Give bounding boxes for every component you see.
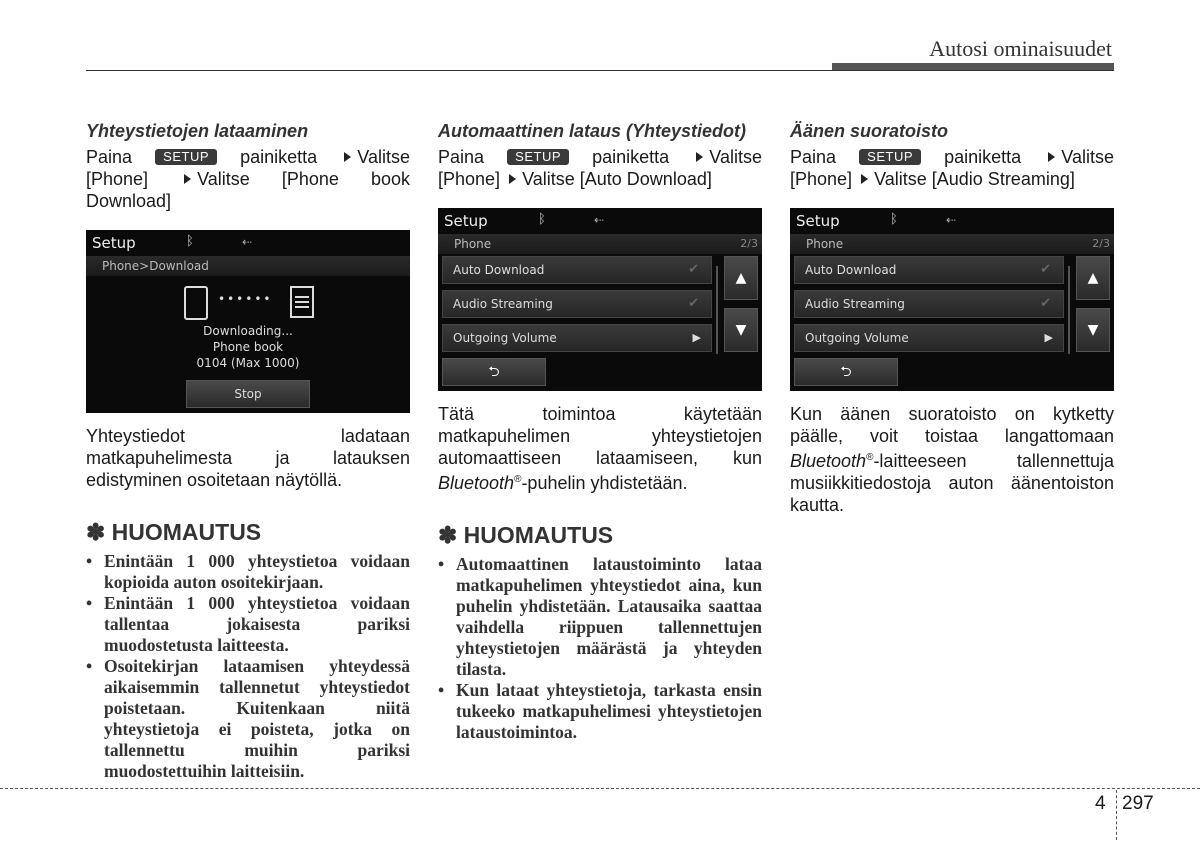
instr-text: Valitse [Audio Streaming] [874,169,1075,189]
instruction [86,146,410,212]
arrow-right-icon [1048,152,1055,162]
column-3 [790,120,1114,516]
scroll-down-button[interactable]: ▼ [724,308,758,352]
screen-title: Setup [92,234,136,252]
usb-icon: ⇠ [594,213,605,227]
setup-badge: SETUP [155,149,217,165]
description [790,403,1114,516]
description [438,403,762,494]
phone-settings-screen [438,208,762,391]
instr-text: Paina [86,147,133,167]
setup-badge: SETUP [507,149,569,165]
para-text: Kun äänen suoratoisto on kytketty päälle, voit toistaa langattomaan [790,404,1114,446]
menu-item-outgoing-volume[interactable] [794,324,1064,352]
menu-item-audio-streaming[interactable] [442,290,712,318]
header-rule [86,70,1114,71]
check-icon: ✔ [1040,262,1051,277]
chapter-number: 4 [1095,793,1106,814]
check-icon: ✔ [688,296,699,311]
column-1 [86,120,410,782]
scroll-track [1068,266,1070,354]
instr-text: Paina [438,147,485,167]
instr-text: Valitse [Phone] [790,147,1114,189]
note-heading: ✽ HUOMAUTUS [86,519,262,545]
usb-icon: ⇠ [946,213,957,227]
progress-dots: •••••• [218,292,273,306]
page-indicator: 2/3 [1092,237,1110,250]
menu-item-outgoing-volume[interactable] [442,324,712,352]
back-button[interactable] [442,358,546,386]
running-header: Autosi ominaisuudet [929,36,1112,61]
instr-text: Paina [790,147,837,167]
menu-label: Auto Download [453,263,545,277]
section-heading: Yhteystietojen lataaminen [86,121,309,141]
note-item: • Kun lataat yhteystietoja, tarkasta ensin tukeeko matkapuhelimesi yhteystietojen lataustoimintoa. [438,680,762,743]
menu-item-auto-download[interactable] [794,256,1064,284]
note-item: • Enintään 1 000 yhteystietoa voidaan kopioida auton osoitekirjaan. [86,551,410,593]
instr-text: painiketta [944,147,1022,167]
page-indicator: 2/3 [740,237,758,250]
play-arrow-icon: ▶ [1044,331,1053,344]
screen-title: Setup [444,212,488,230]
column-2 [438,120,762,743]
menu-label: Outgoing Volume [805,331,909,345]
scroll-up-button[interactable]: ▲ [1076,256,1110,300]
menu-item-auto-download[interactable] [442,256,712,284]
menu-label: Audio Streaming [453,297,553,311]
para-brand: Bluetooth [790,451,867,471]
instr-text: painiketta [592,147,670,167]
note-heading: ✽ HUOMAUTUS [438,522,614,548]
para-text: -puhelin yhdistetään. [521,473,688,493]
registered-mark: ® [866,452,874,463]
scroll-down-button[interactable]: ▼ [1076,308,1110,352]
download-screen [86,230,410,413]
menu-label: Outgoing Volume [453,331,557,345]
section-heading: Automaattinen lataus (Yhteystiedot) [438,121,747,141]
phone-icon [184,286,208,320]
instr-text: Valitse [Phone book Download] [86,169,410,211]
footer-divider [1116,790,1117,840]
scroll-track [716,266,718,354]
phone-settings-screen [790,208,1114,391]
stop-button[interactable]: Stop [186,380,310,408]
para-text: Tätä toimintoa käytetään matkapuhelimen yhteystietojen automaattiseen lataamiseen, kun [438,404,762,468]
arrow-right-icon [696,152,703,162]
screen-subtitle: Phone [790,234,1114,254]
menu-label: Auto Download [805,263,897,277]
bluetooth-icon: ᛒ [890,212,898,227]
para-brand: Bluetooth [438,473,515,493]
para-text: -laitteeseen tallennettuja musiikkitiedostoja auton äänentoiston kautta. [790,451,1114,515]
status-line: Phone book [212,340,284,354]
usb-icon: ⇠ [242,235,253,249]
instruction [438,146,762,190]
arrow-right-icon [184,174,191,184]
instr-text: Valitse [Auto Download] [522,169,712,189]
scroll-up-button[interactable]: ▲ [724,256,758,300]
instr-text: painiketta [240,147,318,167]
instr-text: Valitse [Phone] [438,147,762,189]
registered-mark: ® [514,474,522,485]
status-line: 0104 (Max 1000) [196,356,300,370]
note-box [438,522,762,743]
instruction [790,146,1114,190]
screen-title: Setup [796,212,840,230]
menu-label: Audio Streaming [805,297,905,311]
arrow-right-icon [344,152,351,162]
status-line: Downloading... [203,324,293,338]
bluetooth-icon: ᛒ [186,234,194,249]
document-icon [290,286,314,318]
instr-text: Valitse [Phone] [86,147,410,189]
check-icon: ✔ [688,262,699,277]
note-item: • Enintään 1 000 yhteystietoa voidaan tallentaa jokaisesta pariksi muodostetusta laitteesta. [86,593,410,656]
play-arrow-icon: ▶ [692,331,701,344]
page-number: 297 [1122,793,1154,814]
back-button[interactable] [794,358,898,386]
arrow-right-icon [509,174,516,184]
note-list [438,554,762,743]
note-item: • Osoitekirjan lataamisen yhteydessä aikaisemmin tallennetut yhteystiedot poistetaan. Kuitenkaan niitä yhteystietoja ei poisteta, jotka on tallennettu muihin pariksi muodostettuihin laitteisiin. [86,656,410,782]
bluetooth-icon: ᛒ [538,212,546,227]
menu-item-audio-streaming[interactable] [794,290,1064,318]
note-list [86,551,410,782]
note-item: • Automaattinen lataustoiminto lataa matkapuhelimen yhteystiedot aina, kun puhelin yhdistetään. Latausaika saattaa vaihdella riippuen tallennettujen yhteystietojen määrästä ja yhteyden tilasta. [438,554,762,680]
back-arrow-icon: ⮌ [840,364,852,380]
screen-subtitle: Phone [438,234,762,254]
arrow-right-icon [861,174,868,184]
footer-rule [0,788,1200,789]
back-arrow-icon: ⮌ [488,364,500,380]
setup-badge: SETUP [859,149,921,165]
description: Yhteystiedot ladataan matkapuhelimesta ja latauksen edistyminen osoitetaan näytöllä. [86,426,410,490]
check-icon: ✔ [1040,296,1051,311]
section-heading: Äänen suoratoisto [790,121,949,141]
note-box [86,519,410,782]
screen-subtitle: Phone>Download [86,256,410,276]
header-bar [832,63,1114,70]
